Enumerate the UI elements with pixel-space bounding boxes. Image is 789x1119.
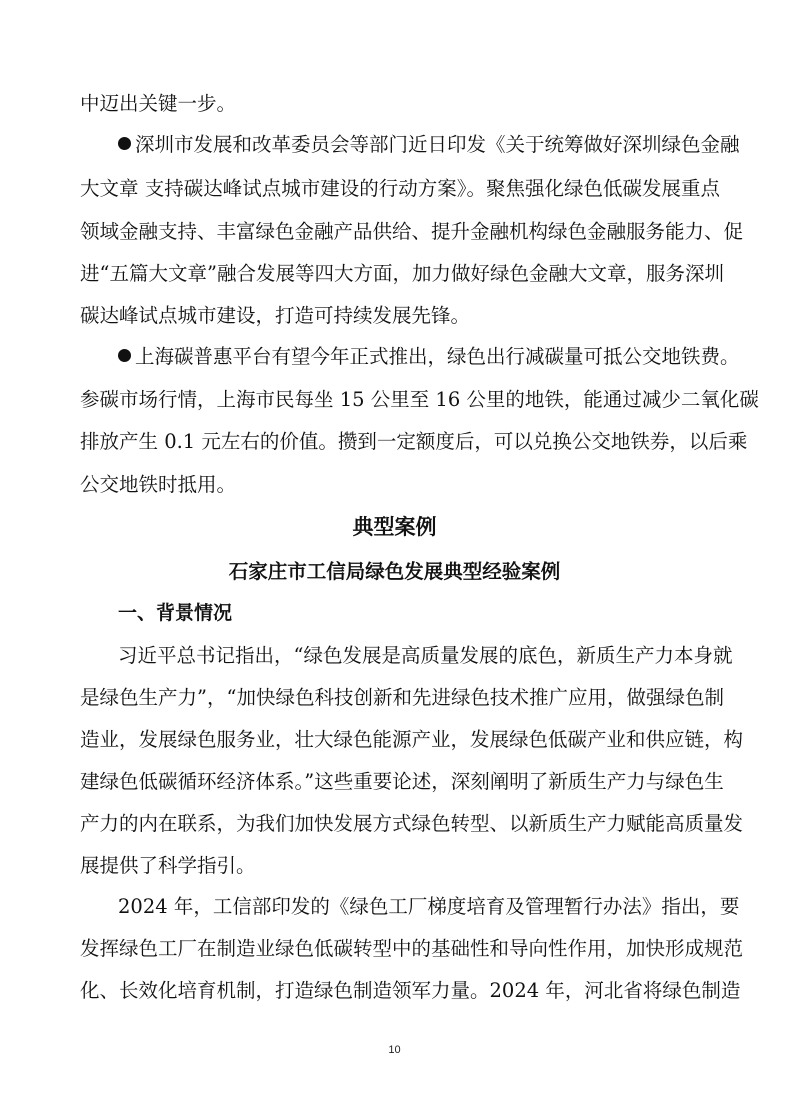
news-item-shenzhen-line-2: 大文章 支持碳达峰试点城市建设的行动方案》。聚焦强化绿色低碳发展重点: [80, 177, 720, 200]
news-item-shenzhen-line-5: 碳达峰试点城市建设，打造可持续发展先锋。: [80, 304, 471, 327]
paragraph-line: 产力的内在联系，为我们加快发展方式绿色转型、以新质生产力赋能高质量发: [80, 812, 744, 835]
paragraph-line: 造业，发展绿色服务业，壮大绿色能源产业，发展绿色低碳产业和供应链，构: [80, 728, 744, 751]
news-text: 上海碳普惠平台有望今年正式推出，绿色出行减碳量可抵公交地铁费。: [135, 345, 740, 368]
paragraph-line: 2024 年，工信部印发的《绿色工厂梯度培育及管理暂行办法》指出，要: [118, 895, 740, 918]
news-item-shenzhen-line-3: 领域金融支持、丰富绿色金融产品供给、提升金融机构绿色金融服务能力、促: [80, 220, 744, 243]
background-heading: 一、背景情况: [118, 602, 233, 624]
continuation-line: 中迈出关键一步。: [80, 92, 237, 115]
bullet-icon: [118, 137, 131, 150]
paragraph-line: 展提供了科学指引。: [80, 854, 256, 877]
paragraph-line: 化、长效化培育机制，打造绿色制造领军力量。2024 年，河北省将绿色制造: [80, 979, 741, 1002]
news-item-shanghai-line-4: 公交地铁时抵用。: [80, 473, 237, 496]
news-item-shenzhen-line-4: 进“五篇大文章”融合发展等四大方面，加力做好绿色金融大文章，服务深圳: [80, 262, 724, 285]
case-subtitle: 石家庄市工信局绿色发展典型经验案例: [228, 560, 561, 583]
news-item-shanghai-line-2: 参碳市场行情，上海市民每坐 15 公里至 16 公里的地铁，能通过减少二氧化碳: [80, 388, 759, 411]
section-title: 典型案例: [352, 515, 437, 539]
news-text: 深圳市发展和改革委员会等部门近日印发《关于统筹做好深圳绿色金融: [135, 133, 740, 156]
paragraph-line: 建绿色低碳循环经济体系。”这些重要论述，深刻阐明了新质生产力与绿色生: [80, 770, 724, 793]
bullet-icon: [118, 349, 131, 362]
news-item-shenzhen-line-1: [118, 133, 740, 157]
news-item-shanghai-line-3: 排放产生 0.1 元左右的价值。攒到一定额度后，可以兑换公交地铁券，以后乘: [80, 430, 748, 453]
paragraph-line: 习近平总书记指出，“绿色发展是高质量发展的底色，新质生产力本身就: [118, 644, 733, 667]
page-number: 10: [388, 1044, 401, 1056]
paragraph-line: 是绿色生产力”，“加快绿色科技创新和先进绿色技术推广应用，做强绿色制: [80, 686, 724, 709]
paragraph-line: 发挥绿色工厂在制造业绿色低碳转型中的基础性和导向性作用，加快形成规范: [80, 937, 744, 960]
news-item-shanghai-line-1: [118, 345, 740, 369]
